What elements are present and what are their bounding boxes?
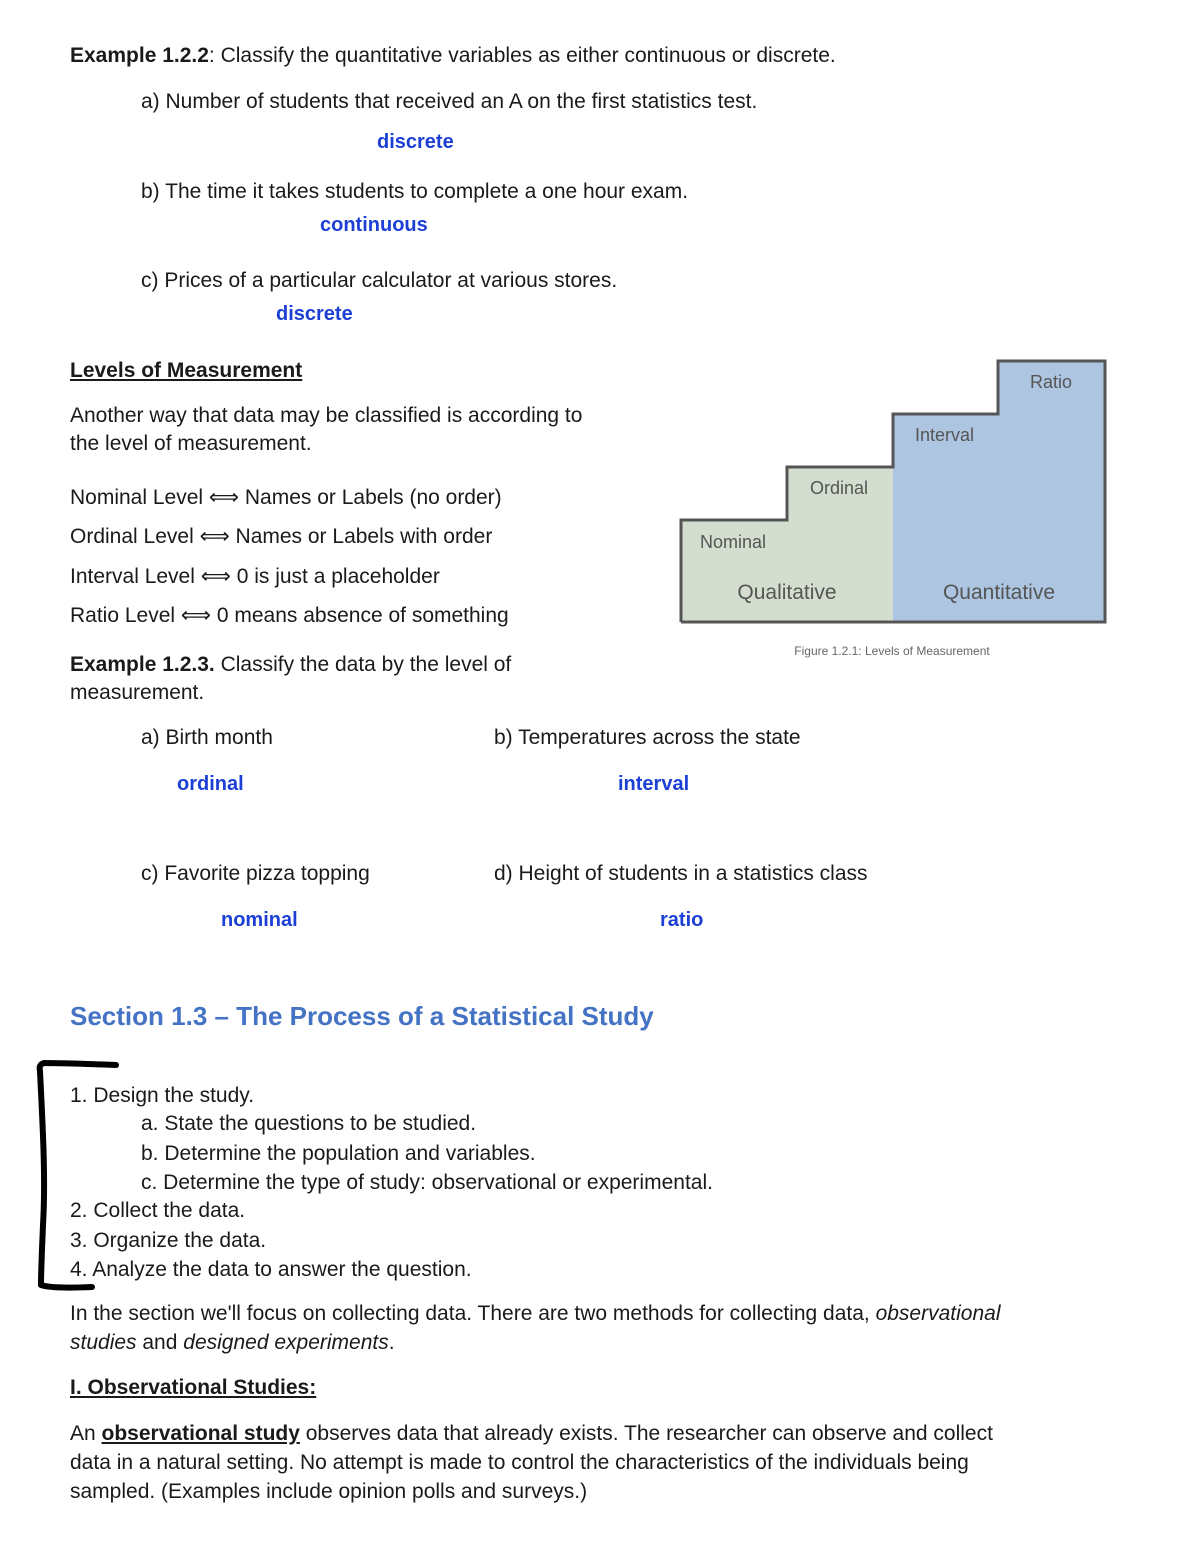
step-1c: c. Determine the type of study: observational or experimental. [141, 1171, 713, 1194]
example-label: Example 1.2.3. [70, 653, 215, 676]
level-row-ordinal [70, 523, 492, 550]
observational-heading: I. Observational Studies: [70, 1376, 317, 1399]
focus-text: In the section we'll focus on collecting data. There are two methods for collecting data, [70, 1302, 876, 1325]
answer-c: discrete [276, 303, 353, 325]
level-name: Nominal Level [70, 486, 204, 509]
question-c: c) Prices of a particular calculator at various stores. [141, 269, 618, 292]
example-text: : Classify the quantitative variables as either continuous or discrete. [208, 44, 836, 67]
observational-line-2: data in a natural setting. No attempt is made to control the characteristics of the individuals being [70, 1451, 969, 1474]
example-text: Classify the data by the level of [214, 653, 512, 676]
equivalence-icon: ⟺ [200, 565, 231, 588]
equivalence-icon: ⟺ [208, 486, 240, 509]
observational-line-1 [70, 1420, 993, 1447]
answer-interval: interval [618, 773, 690, 795]
levels-intro-line-1: Another way that data may be classified is according to [70, 404, 583, 427]
answer-b: continuous [320, 214, 428, 236]
example-label: Example 1.2.2 [70, 44, 209, 67]
question-d-height: d) Height of students in a statistics class [494, 862, 868, 885]
step-ratio: Ratio [1030, 372, 1073, 392]
step-1: 1. Design the study. [70, 1084, 255, 1107]
levels-staircase-figure [670, 352, 1120, 672]
question-c-pizza: c) Favorite pizza topping [141, 862, 370, 885]
step-interval: Interval [915, 425, 975, 445]
answer-nominal: nominal [221, 909, 298, 931]
focus-paragraph-line-2 [70, 1329, 395, 1356]
levels-intro-line-2: the level of measurement. [70, 432, 312, 455]
answer-ratio: ratio [660, 909, 704, 931]
levels-heading: Levels of Measurement [70, 359, 303, 382]
obs-text: An [70, 1422, 102, 1445]
answer-ordinal: ordinal [177, 773, 244, 795]
group-quantitative: Quantitative [942, 581, 1056, 604]
observational-line-3: sampled. (Examples include opinion polls and surveys.) [70, 1480, 588, 1503]
question-b-temperatures: b) Temperatures across the state [494, 726, 801, 749]
example-1-2-3-line-1 [70, 651, 511, 678]
obs-text: observes data that already exists. The researcher can observe and collect [299, 1422, 993, 1445]
level-row-nominal [70, 484, 502, 511]
step-2: 2. Collect the data. [70, 1199, 246, 1222]
example-1-2-2-line [70, 42, 836, 69]
question-a: a) Number of students that received an A on the first statistics test. [141, 90, 758, 113]
obs-term: observational study [101, 1422, 300, 1445]
equivalence-icon: ⟺ [199, 525, 230, 548]
group-qualitative: Qualitative [737, 581, 837, 604]
level-desc: Names or Labels (no order) [244, 486, 502, 509]
question-a-birth-month: a) Birth month [141, 726, 273, 749]
level-desc: 0 is just a placeholder [236, 565, 440, 588]
step-nominal: Nominal [700, 532, 767, 552]
level-row-ratio [70, 602, 509, 629]
step-1a: a. State the questions to be studied. [141, 1112, 477, 1135]
level-row-interval [70, 563, 440, 590]
step-3: 3. Organize the data. [70, 1229, 267, 1252]
example-1-2-3-line-2: measurement. [70, 681, 205, 704]
step-1b: b. Determine the population and variables. [141, 1142, 536, 1165]
focus-italic: designed experiments [183, 1331, 389, 1354]
level-name: Ordinal Level [70, 525, 194, 548]
answer-a: discrete [377, 131, 454, 153]
figure-caption: Figure 1.2.1: Levels of Measurement [794, 644, 990, 658]
level-desc: 0 means absence of something [216, 604, 509, 627]
step-ordinal: Ordinal [810, 478, 869, 498]
level-desc: Names or Labels with order [235, 525, 493, 548]
focus-italic: studies [70, 1331, 137, 1354]
level-name: Ratio Level [70, 604, 176, 627]
focus-paragraph-line-1 [70, 1300, 1001, 1327]
level-name: Interval Level [70, 565, 195, 588]
section-title: Section 1.3 – The Process of a Statistical Study [70, 1001, 654, 1031]
focus-text: . [388, 1331, 395, 1354]
question-b: b) The time it takes students to complete a one hour exam. [141, 180, 689, 203]
equivalence-icon: ⟺ [180, 604, 212, 627]
focus-italic: observational [875, 1302, 1001, 1325]
focus-text: and [136, 1331, 184, 1354]
step-4: 4. Analyze the data to answer the question. [70, 1258, 472, 1281]
